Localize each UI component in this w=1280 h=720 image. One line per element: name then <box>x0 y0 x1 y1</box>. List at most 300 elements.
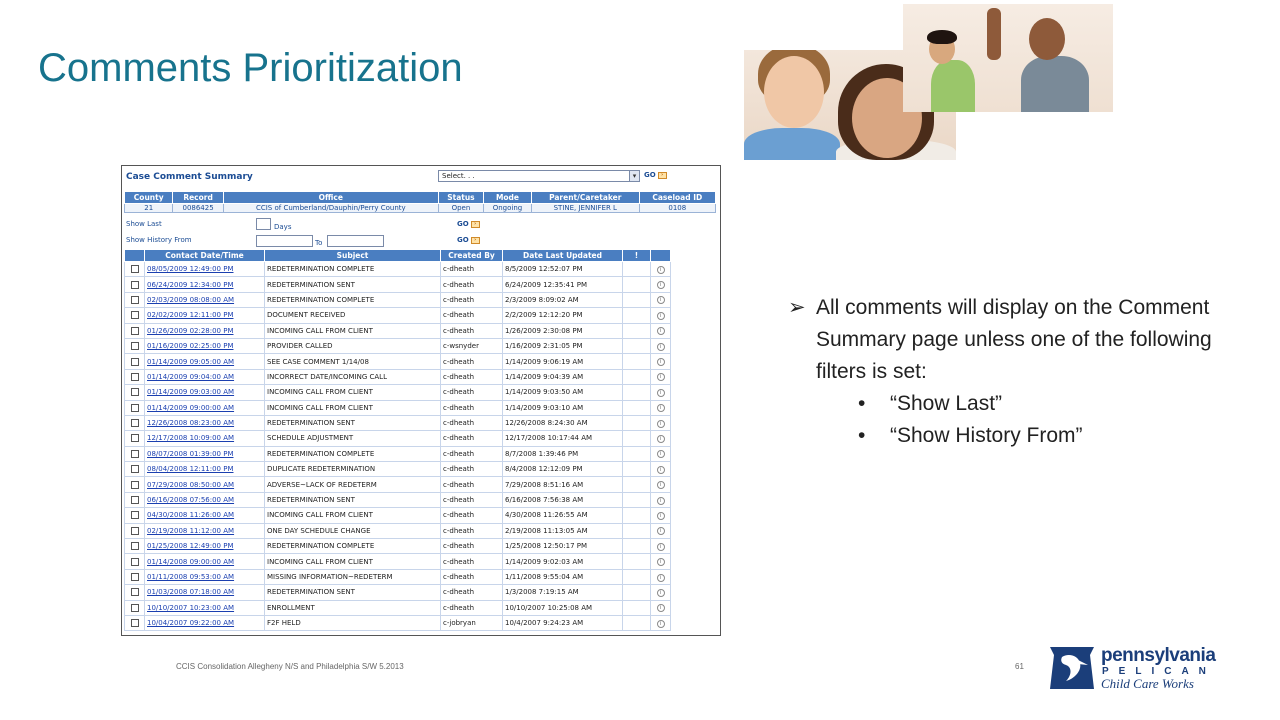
go-button-history[interactable]: GO › <box>457 236 480 244</box>
date-updated-cell: 1/11/2008 9:55:04 AM <box>503 569 623 584</box>
contact-date-link[interactable]: 01/14/2009 09:04:00 AM <box>147 372 235 381</box>
priority-cell <box>623 262 651 277</box>
contact-date-link[interactable]: 01/16/2009 02:25:00 PM <box>147 342 234 351</box>
created-by-cell: c-dheath <box>441 462 503 477</box>
subject-cell: MISSING INFORMATION~REDETERM <box>265 569 441 584</box>
contact-date-link[interactable]: 04/30/2008 11:26:00 AM <box>147 511 235 520</box>
info-cell <box>651 477 671 492</box>
info-icon[interactable]: i <box>657 574 665 582</box>
contact-date-link[interactable]: 12/17/2008 10:09:00 AM <box>147 434 235 443</box>
bullet-dot-icon: • <box>858 424 866 447</box>
info-icon[interactable]: i <box>657 620 665 628</box>
info-icon[interactable]: i <box>657 420 665 428</box>
row-checkbox[interactable] <box>131 434 139 442</box>
priority-cell <box>623 323 651 338</box>
case-cell: Ongoing <box>483 204 531 213</box>
row-checkbox[interactable] <box>131 404 139 412</box>
date-updated-cell: 1/25/2008 12:50:17 PM <box>503 539 623 554</box>
info-cell <box>651 615 671 630</box>
row-checkbox-cell <box>125 354 145 369</box>
priority-cell <box>623 308 651 323</box>
contact-date-link[interactable]: 02/19/2008 11:12:00 AM <box>147 526 235 535</box>
date-updated-cell: 6/16/2008 7:56:38 AM <box>503 492 623 507</box>
info-cell <box>651 446 671 461</box>
row-checkbox[interactable] <box>131 481 139 489</box>
go-arrow-icon: › <box>471 221 480 228</box>
created-by-cell: c-dheath <box>441 385 503 400</box>
comment-row <box>125 308 671 323</box>
created-by-cell: c-dheath <box>441 477 503 492</box>
subject-cell: DOCUMENT RECEIVED <box>265 308 441 323</box>
contact-date-cell <box>145 354 265 369</box>
contact-date-link[interactable]: 10/10/2007 10:23:00 AM <box>147 603 235 612</box>
contact-date-link[interactable]: 01/14/2009 09:03:00 AM <box>147 388 235 397</box>
contact-date-cell <box>145 585 265 600</box>
subject-cell: ENROLLMENT <box>265 600 441 615</box>
comment-header-cell: Contact Date/Time <box>145 250 265 262</box>
info-icon[interactable]: i <box>657 312 665 320</box>
priority-cell <box>623 369 651 384</box>
date-updated-cell: 6/24/2009 12:35:41 PM <box>503 277 623 292</box>
logo-pelican: PELICAN <box>1102 666 1216 677</box>
logo-pennsylvania: pennsylvania <box>1101 645 1216 666</box>
info-icon[interactable]: i <box>657 358 665 366</box>
row-checkbox[interactable] <box>131 542 139 550</box>
priority-cell <box>623 338 651 353</box>
row-checkbox[interactable] <box>131 281 139 289</box>
row-checkbox[interactable] <box>131 296 139 304</box>
info-icon[interactable]: i <box>657 343 665 351</box>
created-by-cell: c-dheath <box>441 308 503 323</box>
bullet-dot-icon: • <box>858 392 866 415</box>
contact-date-cell <box>145 385 265 400</box>
arrow-bullet-icon: ➢ <box>788 296 806 319</box>
info-cell <box>651 523 671 538</box>
info-icon[interactable]: i <box>657 589 665 597</box>
row-checkbox[interactable] <box>131 527 139 535</box>
row-checkbox-cell <box>125 277 145 292</box>
created-by-cell: c-dheath <box>441 585 503 600</box>
row-checkbox-cell <box>125 400 145 415</box>
priority-cell <box>623 277 651 292</box>
contact-date-cell <box>145 338 265 353</box>
comment-row <box>125 431 671 446</box>
info-cell <box>651 462 671 477</box>
contact-date-cell <box>145 492 265 507</box>
contact-date-cell <box>145 277 265 292</box>
date-updated-cell: 7/29/2008 8:51:16 AM <box>503 477 623 492</box>
comment-row <box>125 292 671 307</box>
subject-cell: SEE CASE COMMENT 1/14/08 <box>265 354 441 369</box>
date-updated-cell: 10/4/2007 9:24:23 AM <box>503 615 623 630</box>
info-cell <box>651 600 671 615</box>
info-icon[interactable]: i <box>657 266 665 274</box>
row-checkbox-cell <box>125 508 145 523</box>
info-cell <box>651 369 671 384</box>
info-icon[interactable]: i <box>657 404 665 412</box>
comment-row <box>125 508 671 523</box>
row-checkbox[interactable] <box>131 588 139 596</box>
priority-cell <box>623 539 651 554</box>
contact-date-link[interactable]: 01/26/2009 02:28:00 PM <box>147 326 234 335</box>
priority-cell <box>623 492 651 507</box>
priority-cell <box>623 415 651 430</box>
row-checkbox-cell <box>125 338 145 353</box>
main-bullet-text: All comments will display on the Comment Summary page unless one of the following filters is set: <box>816 296 1212 383</box>
priority-cell <box>623 400 651 415</box>
created-by-cell: c-dheath <box>441 508 503 523</box>
created-by-cell: c-dheath <box>441 323 503 338</box>
row-checkbox[interactable] <box>131 358 139 366</box>
subject-cell: ADVERSE~LACK OF REDETERM <box>265 477 441 492</box>
show-last-days-input[interactable] <box>256 218 271 230</box>
contact-date-link[interactable]: 06/24/2009 12:34:00 PM <box>147 280 234 289</box>
info-icon[interactable]: i <box>657 373 665 381</box>
date-updated-cell: 2/3/2009 8:09:02 AM <box>503 292 623 307</box>
contact-date-cell <box>145 446 265 461</box>
contact-date-cell <box>145 400 265 415</box>
logo-child-care-works: Child Care Works <box>1101 676 1194 691</box>
contact-date-cell <box>145 523 265 538</box>
comment-row <box>125 385 671 400</box>
subject-cell: INCOMING CALL FROM CLIENT <box>265 323 441 338</box>
row-checkbox-cell <box>125 523 145 538</box>
date-updated-cell: 10/10/2007 10:25:08 AM <box>503 600 623 615</box>
priority-cell <box>623 523 651 538</box>
subject-cell: REDETERMINATION SENT <box>265 585 441 600</box>
priority-cell <box>623 569 651 584</box>
case-header-cell: Caseload ID <box>639 192 715 204</box>
sub-bullet-show-last: • “Show Last” <box>788 388 1248 420</box>
created-by-cell: c-wsnyder <box>441 338 503 353</box>
contact-date-cell <box>145 508 265 523</box>
created-by-cell: c-jobryan <box>441 615 503 630</box>
row-checkbox-cell <box>125 385 145 400</box>
comment-header-cell: Created By <box>441 250 503 262</box>
contact-date-cell <box>145 262 265 277</box>
contact-date-cell <box>145 615 265 630</box>
comment-row <box>125 539 671 554</box>
row-checkbox[interactable] <box>131 496 139 504</box>
sub-bullet-show-history: • “Show History From” <box>788 420 1248 452</box>
priority-cell <box>623 431 651 446</box>
row-checkbox-cell <box>125 292 145 307</box>
info-cell <box>651 323 671 338</box>
pennsylvania-pelican-logo <box>1048 645 1273 693</box>
comment-row <box>125 615 671 630</box>
comment-row <box>125 492 671 507</box>
contact-date-link[interactable]: 01/11/2008 09:53:00 AM <box>147 573 235 581</box>
info-icon[interactable]: i <box>657 527 665 535</box>
contact-date-link[interactable]: 01/25/2008 12:49:00 PM <box>147 542 234 551</box>
info-cell <box>651 292 671 307</box>
contact-date-cell <box>145 539 265 554</box>
case-info-table <box>124 191 716 213</box>
info-icon[interactable]: i <box>657 558 665 566</box>
contact-date-link[interactable]: 12/26/2008 08:23:00 AM <box>147 419 235 428</box>
contact-date-link[interactable]: 01/03/2008 07:18:00 AM <box>147 588 235 597</box>
info-icon[interactable]: i <box>657 389 665 397</box>
info-cell <box>651 431 671 446</box>
row-checkbox-cell <box>125 600 145 615</box>
case-cell: 0086425 <box>173 204 223 213</box>
row-checkbox[interactable] <box>131 265 139 273</box>
row-checkbox-cell <box>125 462 145 477</box>
created-by-cell: c-dheath <box>441 554 503 569</box>
row-checkbox-cell <box>125 569 145 584</box>
priority-cell <box>623 354 651 369</box>
row-checkbox[interactable] <box>131 558 139 566</box>
row-checkbox-cell <box>125 431 145 446</box>
created-by-cell: c-dheath <box>441 600 503 615</box>
subject-cell: REDETERMINATION SENT <box>265 415 441 430</box>
info-cell <box>651 354 671 369</box>
subject-cell: INCOMING CALL FROM CLIENT <box>265 554 441 569</box>
comment-row <box>125 554 671 569</box>
comment-row <box>125 600 671 615</box>
case-header-cell: Parent/Caretaker <box>531 192 639 204</box>
contact-date-cell <box>145 462 265 477</box>
date-updated-cell: 8/5/2009 12:52:07 PM <box>503 262 623 277</box>
case-cell: CCIS of Cumberland/Dauphin/Perry County <box>223 204 438 213</box>
case-header-cell: Mode <box>483 192 531 204</box>
created-by-cell: c-dheath <box>441 292 503 307</box>
comment-row <box>125 477 671 492</box>
row-checkbox[interactable] <box>131 373 139 381</box>
info-cell <box>651 338 671 353</box>
days-label: Days <box>274 223 292 231</box>
contact-date-link[interactable]: 08/05/2009 12:49:00 PM <box>147 265 234 274</box>
contact-date-link[interactable]: 02/02/2009 12:11:00 PM <box>147 311 234 320</box>
comment-row <box>125 262 671 277</box>
subject-cell: REDETERMINATION COMPLETE <box>265 292 441 307</box>
row-checkbox[interactable] <box>131 573 139 581</box>
date-updated-cell: 2/2/2009 12:12:20 PM <box>503 308 623 323</box>
row-checkbox-cell <box>125 585 145 600</box>
info-icon[interactable]: i <box>657 450 665 458</box>
case-header-cell: Record <box>173 192 223 204</box>
case-cell: Open <box>438 204 483 213</box>
comment-row <box>125 400 671 415</box>
contact-date-link[interactable]: 10/04/2007 09:22:00 AM <box>147 619 235 628</box>
row-checkbox[interactable] <box>131 604 139 612</box>
slide-title: Comments Prioritization <box>38 46 463 90</box>
history-from-input[interactable] <box>256 235 313 247</box>
info-cell <box>651 554 671 569</box>
select-column-header <box>125 250 145 262</box>
info-cell <box>651 415 671 430</box>
contact-date-cell <box>145 292 265 307</box>
row-checkbox-cell <box>125 492 145 507</box>
contact-date-cell <box>145 308 265 323</box>
page-number: 61 <box>1015 662 1024 671</box>
contact-date-link[interactable]: 08/07/2008 01:39:00 PM <box>147 449 234 458</box>
info-cell <box>651 262 671 277</box>
info-icon[interactable]: i <box>657 466 665 474</box>
row-checkbox-cell <box>125 415 145 430</box>
info-cell <box>651 385 671 400</box>
bullet-list <box>788 292 1248 452</box>
case-header-cell: County <box>125 192 173 204</box>
comment-row <box>125 369 671 384</box>
row-checkbox[interactable] <box>131 465 139 473</box>
history-to-input[interactable] <box>327 235 384 247</box>
date-updated-cell: 8/4/2008 12:12:09 PM <box>503 462 623 477</box>
case-cell: 21 <box>125 204 173 213</box>
contact-date-link[interactable]: 01/14/2008 09:00:00 AM <box>147 557 235 566</box>
case-cell: STINE, JENNIFER L <box>531 204 639 213</box>
contact-date-link[interactable]: 08/04/2008 12:11:00 PM <box>147 465 234 474</box>
contact-date-cell <box>145 323 265 338</box>
info-cell <box>651 585 671 600</box>
select-value: Select. . . <box>442 172 475 180</box>
info-icon[interactable]: i <box>657 281 665 289</box>
row-checkbox[interactable] <box>131 419 139 427</box>
date-updated-cell: 1/16/2009 2:31:05 PM <box>503 338 623 353</box>
info-icon[interactable]: i <box>657 327 665 335</box>
comments-table <box>124 249 671 631</box>
go-button-select[interactable]: GO › <box>644 171 667 179</box>
priority-cell <box>623 600 651 615</box>
contact-date-cell <box>145 569 265 584</box>
case-comment-summary-screenshot <box>121 165 721 636</box>
created-by-cell: c-dheath <box>441 262 503 277</box>
priority-cell <box>623 446 651 461</box>
row-checkbox-cell <box>125 539 145 554</box>
info-cell <box>651 308 671 323</box>
show-history-label: Show History From <box>126 236 192 244</box>
comment-row <box>125 462 671 477</box>
row-checkbox[interactable] <box>131 511 139 519</box>
info-cell <box>651 400 671 415</box>
date-updated-cell: 1/14/2009 9:04:39 AM <box>503 369 623 384</box>
created-by-cell: c-dheath <box>441 431 503 446</box>
contact-date-link[interactable]: 01/14/2009 09:05:00 AM <box>147 357 235 366</box>
info-icon[interactable]: i <box>657 543 665 551</box>
info-icon[interactable]: i <box>657 604 665 612</box>
row-checkbox[interactable] <box>131 342 139 350</box>
info-cell <box>651 492 671 507</box>
info-column-header <box>651 250 671 262</box>
subject-cell: INCOMING CALL FROM CLIENT <box>265 508 441 523</box>
chevron-down-icon: ▾ <box>629 171 639 181</box>
date-updated-cell: 1/14/2009 9:06:19 AM <box>503 354 623 369</box>
row-checkbox-cell <box>125 323 145 338</box>
created-by-cell: c-dheath <box>441 539 503 554</box>
info-cell <box>651 569 671 584</box>
priority-cell <box>623 508 651 523</box>
subject-cell: F2F HELD <box>265 615 441 630</box>
subject-cell: INCORRECT DATE/INCOMING CALL <box>265 369 441 384</box>
high-five-photo <box>903 4 1113 112</box>
contact-date-link[interactable]: 02/03/2009 08:08:00 AM <box>147 295 235 304</box>
created-by-cell: c-dheath <box>441 400 503 415</box>
comment-row <box>125 446 671 461</box>
info-cell <box>651 277 671 292</box>
date-updated-cell: 1/14/2009 9:03:50 AM <box>503 385 623 400</box>
comment-header-cell: Subject <box>265 250 441 262</box>
comment-filter-select[interactable] <box>438 170 640 182</box>
subject-cell: ONE DAY SCHEDULE CHANGE <box>265 523 441 538</box>
info-cell <box>651 508 671 523</box>
priority-cell <box>623 585 651 600</box>
row-checkbox-cell <box>125 262 145 277</box>
contact-date-link[interactable]: 06/16/2008 07:56:00 AM <box>147 496 235 505</box>
date-updated-cell: 12/26/2008 8:24:30 AM <box>503 415 623 430</box>
row-checkbox[interactable] <box>131 388 139 396</box>
info-icon[interactable]: i <box>657 296 665 304</box>
row-checkbox[interactable] <box>131 619 139 627</box>
contact-date-link[interactable]: 01/14/2009 09:00:00 AM <box>147 403 235 412</box>
subject-cell: REDETERMINATION COMPLETE <box>265 446 441 461</box>
comment-row <box>125 415 671 430</box>
created-by-cell: c-dheath <box>441 369 503 384</box>
subject-cell: INCOMING CALL FROM CLIENT <box>265 400 441 415</box>
go-arrow-icon: › <box>471 237 480 244</box>
row-checkbox[interactable] <box>131 311 139 319</box>
info-icon[interactable]: i <box>657 512 665 520</box>
comment-row <box>125 354 671 369</box>
created-by-cell: c-dheath <box>441 523 503 538</box>
priority-cell <box>623 477 651 492</box>
created-by-cell: c-dheath <box>441 415 503 430</box>
priority-cell <box>623 385 651 400</box>
priority-column-header: ! <box>623 250 651 262</box>
case-header-cell: Status <box>438 192 483 204</box>
priority-cell <box>623 554 651 569</box>
to-label: To <box>315 239 323 247</box>
contact-date-cell <box>145 415 265 430</box>
subject-cell: REDETERMINATION COMPLETE <box>265 262 441 277</box>
subject-cell: REDETERMINATION SENT <box>265 492 441 507</box>
show-last-label: Show Last <box>126 220 162 228</box>
case-header-cell: Office <box>223 192 438 204</box>
created-by-cell: c-dheath <box>441 354 503 369</box>
created-by-cell: c-dheath <box>441 569 503 584</box>
info-icon[interactable]: i <box>657 497 665 505</box>
row-checkbox-cell <box>125 554 145 569</box>
date-updated-cell: 1/26/2009 2:30:08 PM <box>503 323 623 338</box>
info-icon[interactable]: i <box>657 481 665 489</box>
info-icon[interactable]: i <box>657 435 665 443</box>
date-updated-cell: 1/14/2009 9:03:10 AM <box>503 400 623 415</box>
case-cell: 0108 <box>639 204 715 213</box>
keystone-pelican-icon <box>1048 645 1096 691</box>
row-checkbox[interactable] <box>131 450 139 458</box>
row-checkbox[interactable] <box>131 327 139 335</box>
contact-date-cell <box>145 600 265 615</box>
created-by-cell: c-dheath <box>441 446 503 461</box>
date-updated-cell: 1/14/2009 9:02:03 AM <box>503 554 623 569</box>
contact-date-link[interactable]: 07/29/2008 08:50:00 AM <box>147 480 235 489</box>
date-updated-cell: 8/7/2008 1:39:46 PM <box>503 446 623 461</box>
go-button-show-last[interactable]: GO › <box>457 220 480 228</box>
contact-date-cell <box>145 477 265 492</box>
comment-row <box>125 277 671 292</box>
row-checkbox-cell <box>125 477 145 492</box>
priority-cell <box>623 292 651 307</box>
comment-row <box>125 338 671 353</box>
created-by-cell: c-dheath <box>441 277 503 292</box>
date-updated-cell: 4/30/2008 11:26:55 AM <box>503 508 623 523</box>
row-checkbox-cell <box>125 446 145 461</box>
main-bullet <box>788 292 1248 388</box>
comment-row <box>125 523 671 538</box>
subject-cell: INCOMING CALL FROM CLIENT <box>265 385 441 400</box>
date-updated-cell: 12/17/2008 10:17:44 AM <box>503 431 623 446</box>
subject-cell: PROVIDER CALLED <box>265 338 441 353</box>
row-checkbox-cell <box>125 308 145 323</box>
